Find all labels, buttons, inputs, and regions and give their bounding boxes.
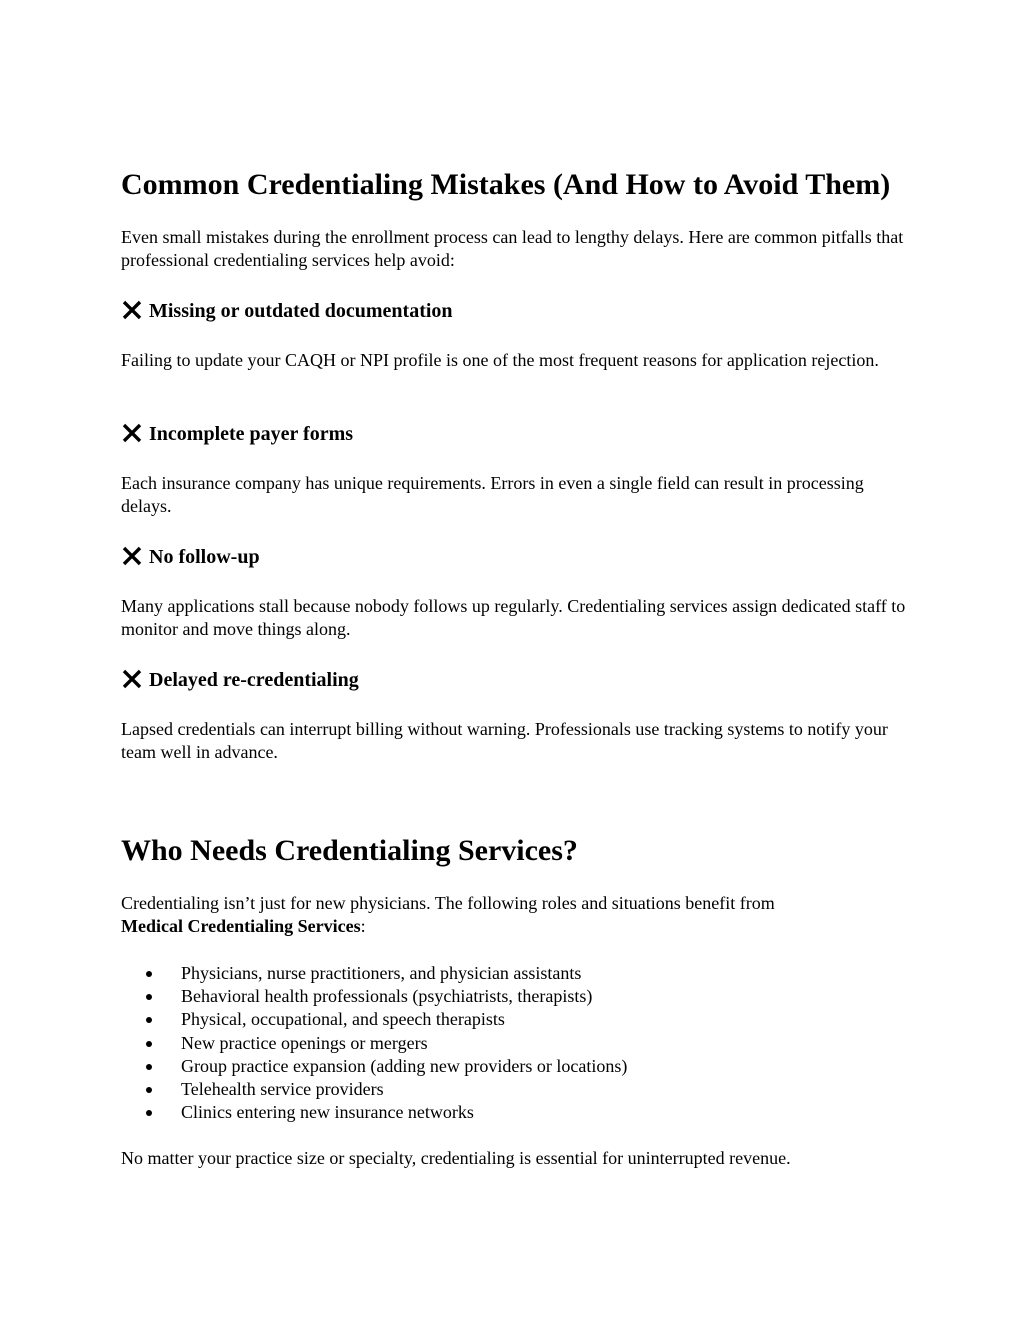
bullet-icon [146,1017,152,1023]
list-item [121,1101,627,1124]
list-item [121,985,627,1008]
mistake-body-1: Failing to update your CAQH or NPI profile is one of the most frequent reasons for application rejection. [121,350,879,370]
mistake-heading-label: No follow-up [149,546,260,568]
bullet-icon [146,1064,152,1070]
mistake-heading-1 [121,299,453,323]
who-needs-intro-colon: : [360,916,366,936]
list-item-text: New practice openings or mergers [181,1032,428,1053]
section-title-who-needs: Who Needs Credentialing Services? [121,834,578,867]
list-item-text: Group practice expansion (adding new providers or locations) [181,1055,628,1076]
who-needs-intro-text: Credentialing isn’t just for new physicians. The following roles and situations benefit from [121,893,775,913]
bullet-icon [146,1110,152,1116]
x-mark-icon [121,545,143,567]
x-mark-icon [121,668,143,690]
bullet-icon [146,994,152,1000]
mistake-body-3: Many applications stall because nobody follows up regularly. Credentialing services assign dedicated staff to monitor and move things along. [121,596,906,639]
mistake-heading-label: Delayed re-credentialing [149,669,359,691]
bullet-icon [146,1041,152,1047]
mistake-heading-2 [121,422,353,446]
x-mark-icon [121,299,143,321]
who-needs-list [121,962,627,1124]
list-item [121,1008,627,1031]
mistake-heading-4 [121,668,359,692]
mistakes-intro: Even small mistakes during the enrollment process can lead to lengthy delays. Here are common pitfalls that professional credentialing services help avoid: [121,227,904,270]
closing-paragraph: No matter your practice size or specialty, credentialing is essential for uninterrupted revenue. [121,1148,791,1168]
who-needs-intro-bold: Medical Credentialing Services [121,916,361,936]
x-mark-icon [121,422,143,444]
list-item [121,962,627,985]
list-item [121,1055,627,1078]
section-title-mistakes: Common Credentialing Mistakes (And How to Avoid Them) [121,168,891,201]
list-item-text: Behavioral health professionals (psychiatrists, therapists) [181,986,593,1007]
mistake-heading-label: Missing or outdated documentation [149,300,453,322]
bullet-icon [146,971,152,977]
mistake-heading-3 [121,545,260,569]
list-item [121,1078,627,1101]
list-item-text: Clinics entering new insurance networks [181,1102,474,1123]
who-needs-intro [121,892,911,938]
list-item-text: Telehealth service providers [181,1079,384,1100]
list-item-text: Physical, occupational, and speech therapists [181,1009,505,1030]
mistake-body-4: Lapsed credentials can interrupt billing without warning. Professionals use tracking systems to notify your team well in advance. [121,719,888,762]
mistake-body-2: Each insurance company has unique requirements. Errors in even a single field can result in processing delays. [121,473,864,516]
mistake-heading-label: Incomplete payer forms [149,423,354,445]
bullet-icon [146,1087,152,1093]
list-item [121,1032,627,1055]
list-item-text: Physicians, nurse practitioners, and physician assistants [181,963,582,983]
